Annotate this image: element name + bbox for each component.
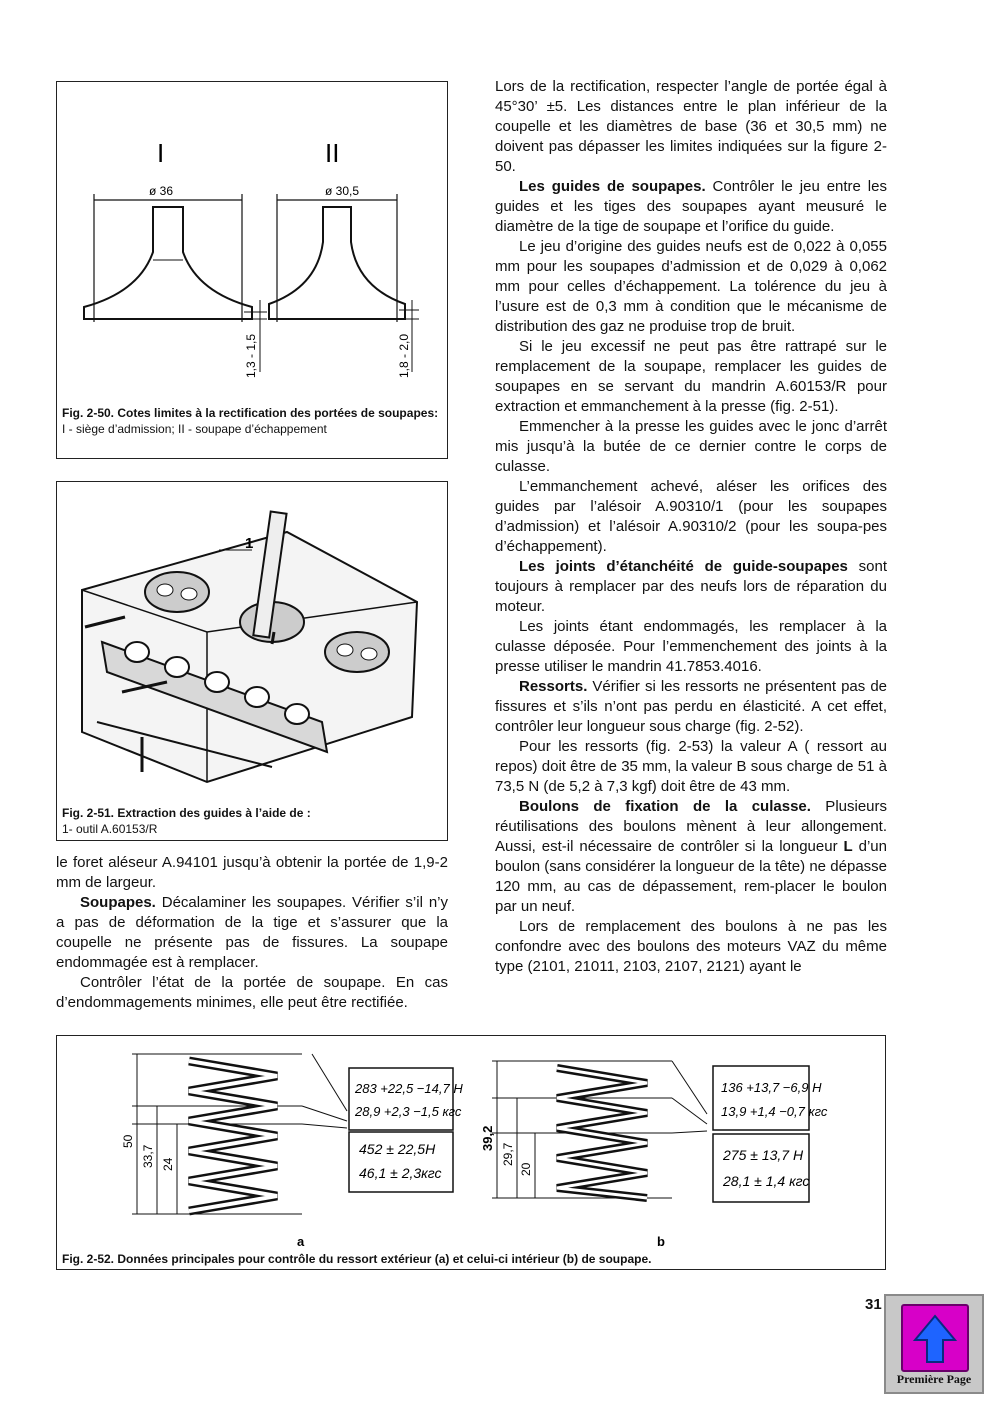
figure-2-52: [56, 1035, 886, 1270]
a-box1-line2: 28,9 +2,3 −1,5 кгс: [355, 1104, 462, 1119]
figure-2-52-caption: Fig. 2-52. Données principales pour contrôle du ressort extérieur (a) et celui-ci intérieur (b) de soupape.: [62, 1252, 652, 1266]
caption-text: 1- outil A.60153/R: [62, 822, 158, 836]
label-ii: II: [325, 138, 340, 168]
paragraph: Le jeu d’origine des guides neufs est de 0,022 à 0,055 mm pour les soupapes d’admission et de 0,029 à 0,062 mm pour celles d’échappement. La tolérence du jeu à l’usure est de 0,3 mm à condition que le mécanisme de distribution des gaz ne produise trop de bruit.: [495, 238, 887, 335]
callout-1: 1: [245, 535, 254, 552]
page-number: 31: [865, 1296, 882, 1313]
right-column-text: [495, 77, 887, 977]
cylinder-head-drawing: [57, 482, 447, 792]
premiere-page-button[interactable]: [884, 1294, 984, 1394]
paragraph: Pour les ressorts (fig. 2-53) la valeur A ( ressort au repos) doit être de 35 mm, la valeur B sous charge de 51 à 73,5 N (de 5,2 à 7,3 kgf) doit être de 43 mm.: [495, 738, 887, 795]
arrow-up-icon: [901, 1304, 969, 1372]
figure-2-50-caption: [62, 405, 442, 437]
dim-36: ø 36: [149, 184, 174, 198]
paragraph: L’emmanchement achevé, aléser les orifices des guides par l’alésoir A.90310/1 (pour les soupapes d’admission) et l’alésoir A.90310/2 (pour les soupa-pes d’échappement).: [495, 478, 887, 555]
valve-drawing: [57, 82, 447, 402]
paragraph: Soupapes. Décalaminer les soupapes. Vérifier s’il n’y a pas de déformation de la tige et s’assurer que la coupelle ne présente pas de fissures. La soupape endommagée est à remplacer.: [56, 894, 448, 971]
b-box1-line1: 136 +13,7 −6,9 H: [721, 1080, 822, 1095]
dim-24: 24: [161, 1157, 175, 1171]
dim-33-7: 33,7: [141, 1144, 155, 1168]
caption-bold: Fig. 2-51. Extraction des guides à l’aide de :: [62, 806, 311, 820]
figure-2-51-caption: [62, 805, 442, 837]
dim-29-7: 29,7: [501, 1142, 515, 1166]
label-a: a: [297, 1234, 305, 1249]
figure-2-51: [56, 481, 448, 841]
dim-30-5: ø 30,5: [325, 184, 360, 198]
paragraph: Lors de la rectification, respecter l’angle de portée égal à 45°30’ ±5. Les distances entre le plan inférieur de la coupelle et les diamètres de base (36 et 30,5 mm) ne doivent pas dépasser les limites indiquées sur la figure 2-50.: [495, 78, 887, 175]
label-i: I: [157, 138, 165, 168]
dim-39-2: 39,2: [480, 1125, 495, 1151]
paragraph: Boulons de fixation de la culasse. Plusieurs réutilisations des boulons mènent à leur allongement. Aussi, est-il nécessaire de contrôler si la longueur L d’un boulon (sans considérer la longueur de la tête) ne dépasse 120 mm, au cas de dépassement, rem-placer le boulon par un neuf.: [495, 798, 888, 915]
paragraph: Lors de remplacement des boulons à ne pas les confondre avec des boulons des moteurs VAZ du même type (2101, 21011, 2103, 2107, 2121) ayant le: [495, 918, 887, 975]
dim-50: 50: [121, 1134, 135, 1148]
caption-bold: Fig. 2-50. Cotes limites à la rectification des portées de soupapes:: [62, 406, 439, 420]
a-box1-line1: 283 +22,5 −14,7 H: [355, 1081, 463, 1096]
a-box2-line2: 46,1 ± 2,3кгс: [359, 1165, 442, 1181]
b-box2-line1: 275 ± 13,7 H: [723, 1147, 804, 1163]
figure-2-50: [56, 81, 448, 459]
b-box1-line2: 13,9 +1,4 −0,7 кгс: [721, 1104, 828, 1119]
dim-20: 20: [519, 1162, 533, 1176]
range-ii: 1,8 - 2,0: [397, 333, 411, 378]
springs-drawing: [57, 1036, 885, 1251]
paragraph: le foret aléseur A.94101 jusqu’à obtenir la portée de 1,9-2 mm de largeur.: [56, 854, 448, 891]
left-column-text: [56, 853, 448, 1013]
label-b: b: [657, 1234, 665, 1249]
b-box2-line2: 28,1 ± 1,4 кгс: [723, 1173, 810, 1189]
paragraph: Les joints étant endommagés, les remplacer à la culasse déposée. Pour l’emmenchement des joints à la presse utiliser le mandrin 41.7853.4016.: [495, 618, 887, 675]
paragraph: Les guides de soupapes. Contrôler le jeu entre les guides et les tiges des soupapes ayant meusuré le diamètre de la tige de soupape et l’orifice du guide.: [495, 178, 887, 235]
paragraph: Contrôler l’état de la portée de soupape. En cas d’endommagements minimes, elle peut être rectifiée.: [56, 974, 448, 1011]
range-i: 1,3 - 1,5: [244, 333, 258, 378]
paragraph: Si le jeu excessif ne peut pas être rattrapé sur le remplacement de la soupape, remplacer les guides de soupapes en se servant du mandrin A.60153/R pour extraction et emmanchement à la presse (fig. 2-51).: [495, 338, 887, 415]
paragraph: Les joints d’étanchéité de guide-soupapes sont toujours à remplacer par des neufs lors de réparation du moteur.: [495, 558, 887, 615]
premiere-page-label: Première Page: [896, 1372, 972, 1386]
paragraph: Ressorts. Vérifier si les ressorts ne présentent pas de fissures et s’ils n’ont pas perdu en élasticité. A cet effet, contrôler leur longueur sous charge (fig. 2-52).: [495, 678, 887, 735]
a-box2-line1: 452 ± 22,5H: [359, 1141, 436, 1157]
paragraph: Emmencher à la presse les guides avec le jonc d’arrêt mis jusqu’à la butée de ce dernier contre le corps de culasse.: [495, 418, 887, 475]
caption-text: I - siège d’admission; II - soupape d’échappement: [62, 422, 327, 436]
